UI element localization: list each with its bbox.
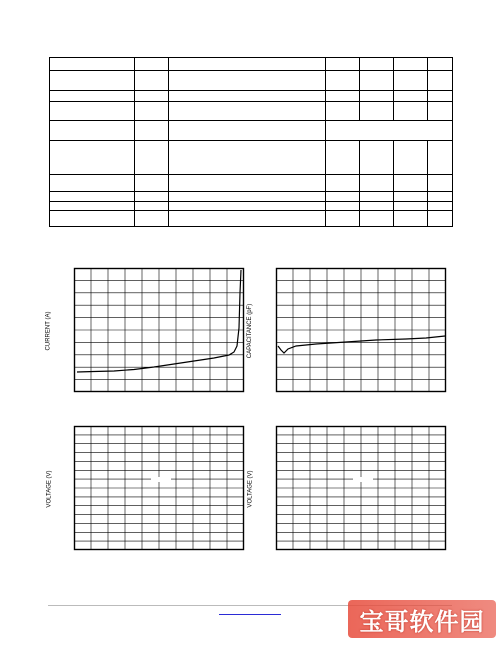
y-axis-label: CAPACITANCE (pF) <box>247 303 254 359</box>
table-row <box>50 211 453 227</box>
spec-table <box>49 57 453 227</box>
footer-link[interactable] <box>219 614 281 615</box>
grid-gap <box>353 477 373 482</box>
grid-gap <box>151 477 171 482</box>
chart-grid <box>74 268 244 392</box>
chart-grid <box>276 426 446 550</box>
y-axis-label: VOLTAGE (V) <box>247 470 254 508</box>
chart-series-line <box>278 336 445 353</box>
chart-grid <box>276 268 446 392</box>
y-axis-label: CURRENT (A) <box>45 311 52 351</box>
table-row <box>50 91 453 102</box>
y-axis-label: VOLTAGE (V) <box>46 470 53 508</box>
table-row <box>50 58 453 71</box>
table-row <box>50 102 453 121</box>
chart-capacitance <box>276 268 446 392</box>
chart-voltage-left <box>74 426 244 550</box>
table-row <box>50 121 453 141</box>
watermark-logo: 宝哥软件园 <box>348 600 496 638</box>
table-row <box>50 175 453 192</box>
table-row <box>50 141 453 175</box>
table-row <box>50 192 453 202</box>
chart-voltage-right <box>276 426 446 550</box>
chart-grid <box>74 426 244 550</box>
table-row <box>50 71 453 91</box>
table-row <box>50 202 453 211</box>
chart-current <box>74 268 244 392</box>
